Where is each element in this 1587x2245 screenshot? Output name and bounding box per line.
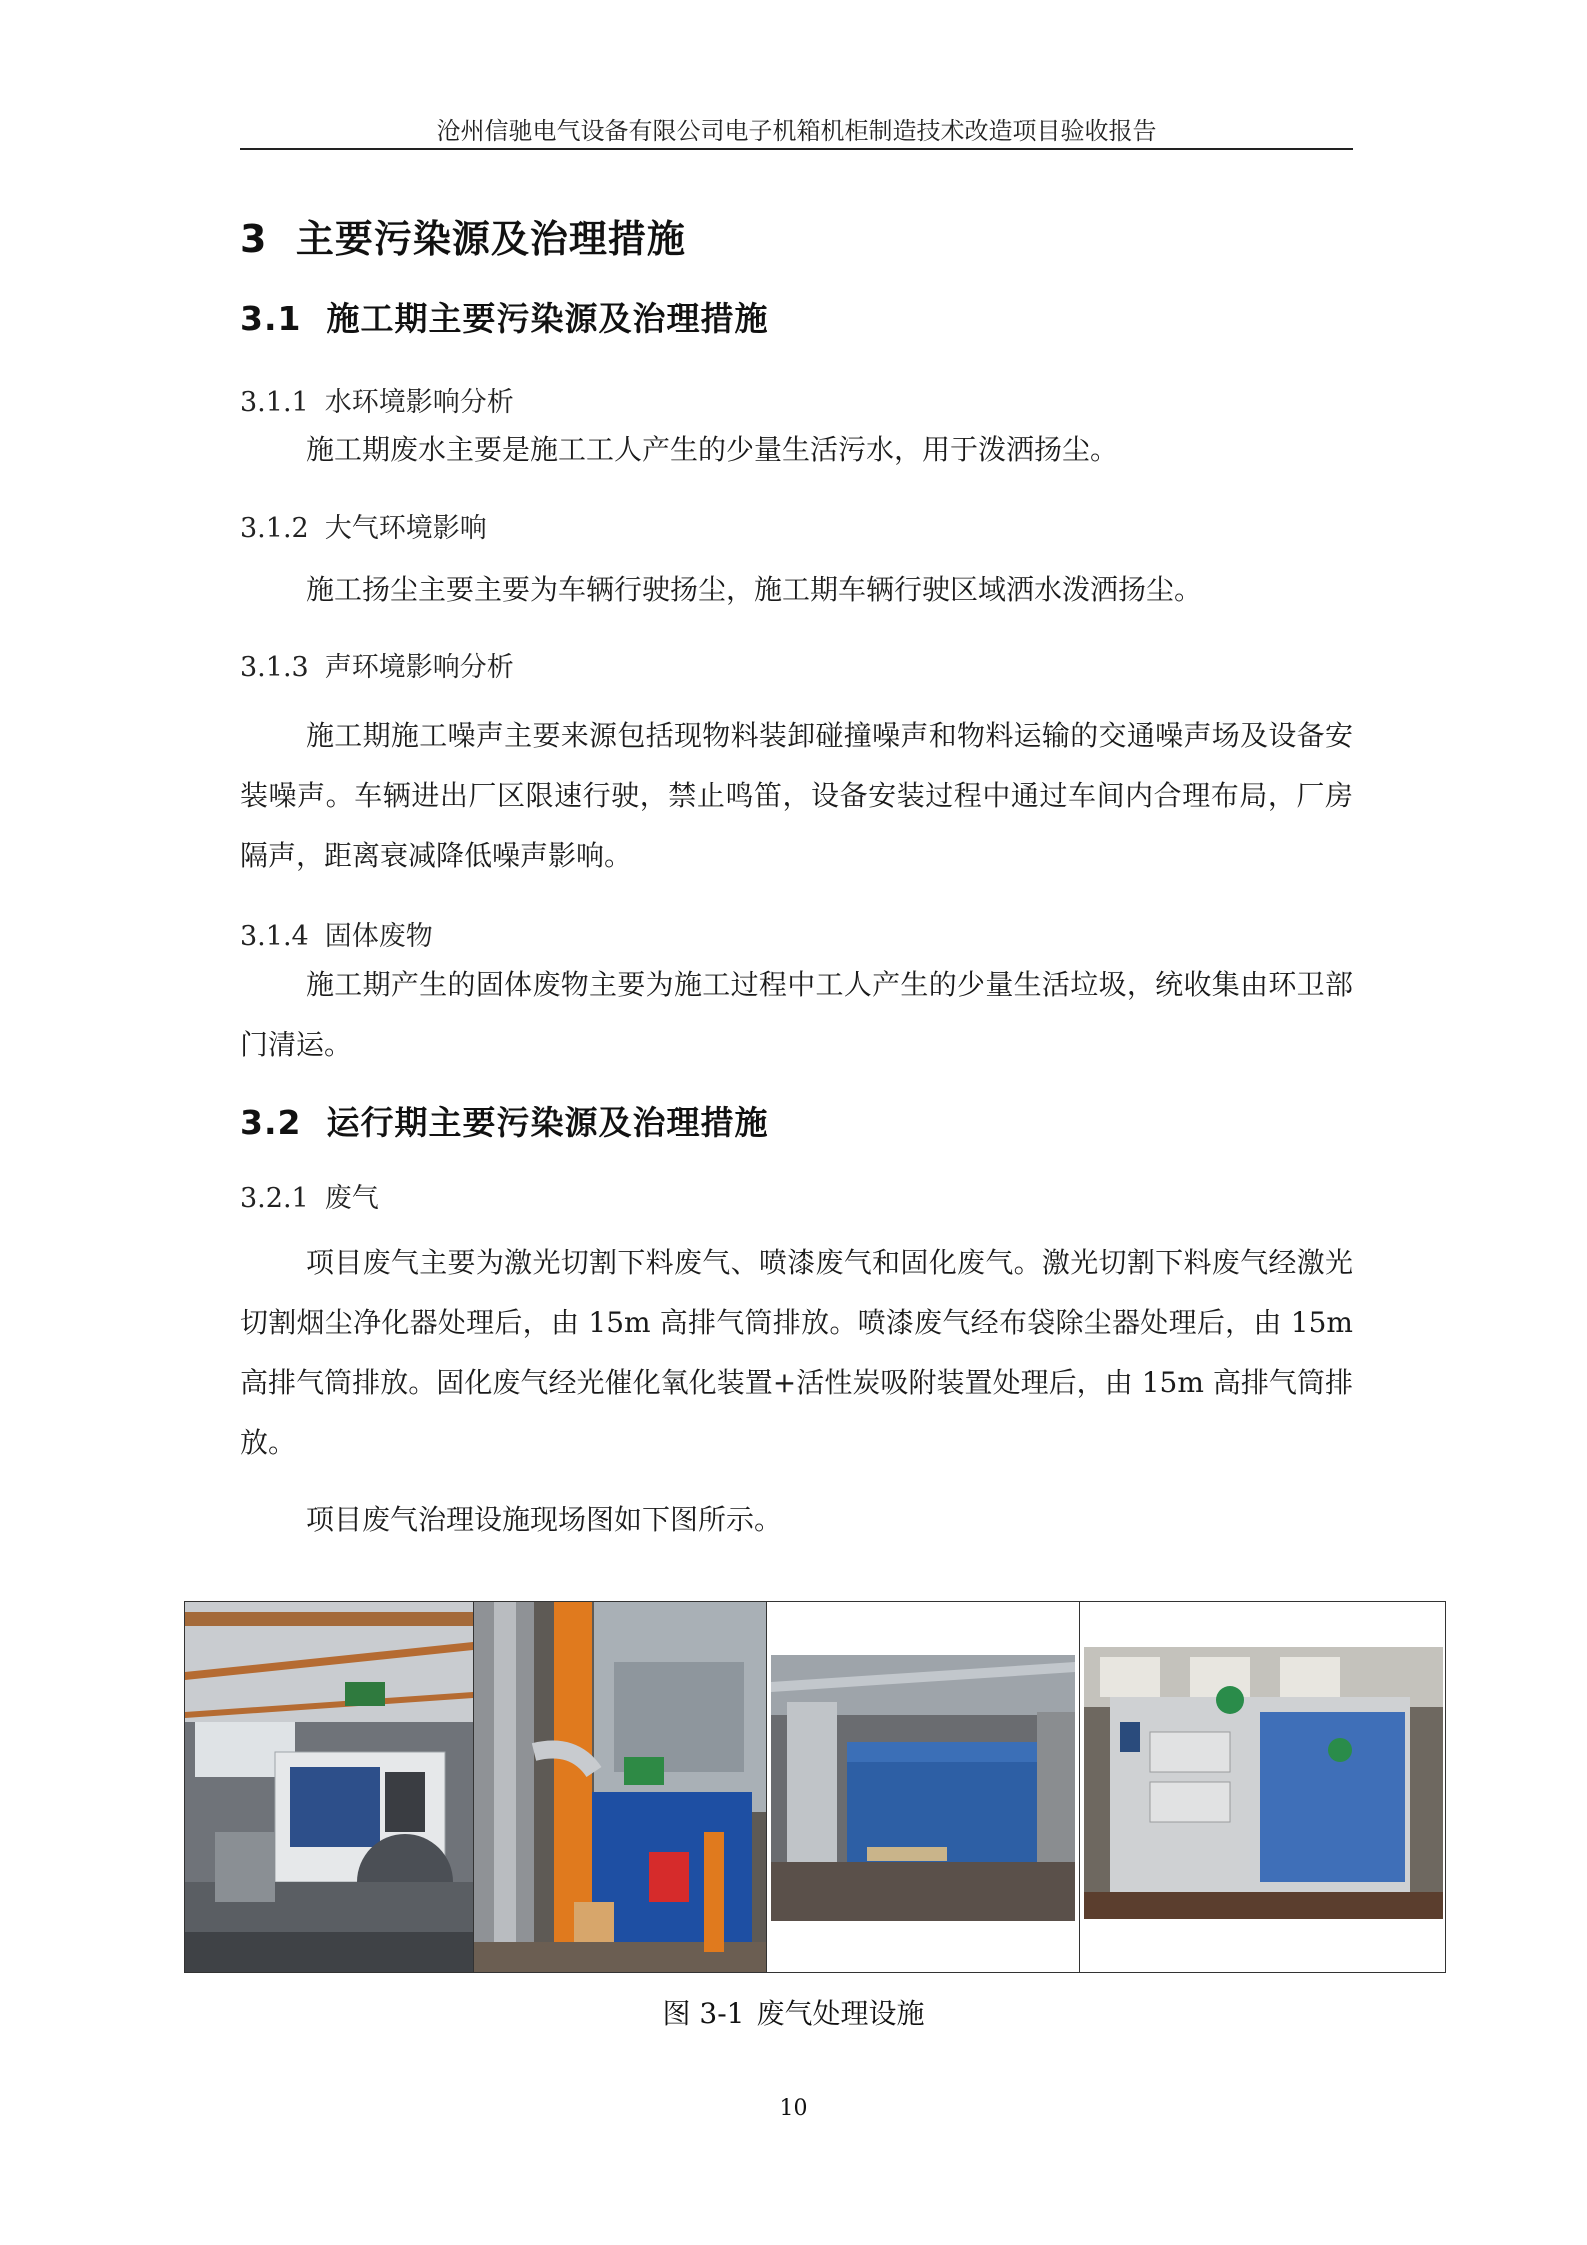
subsection-3-1-1-number: 3.1.1 bbox=[240, 387, 309, 418]
subsection-3-2-1-title: 废气 bbox=[324, 1183, 379, 1214]
subsection-3-2-1-paragraph: 项目废气主要为激光切割下料废气、喷漆废气和固化废气。激光切割下料废气经激光切割烟尘净化器处理后，由 15m 高排气筒排放。喷漆废气经布袋除尘器处理后，由 15m 高排气筒排放。固化废气经光催化氧化装置+活性炭吸附装置处理后，由 15m 高排气筒排放。 bbox=[240, 1246, 1353, 1459]
subsection-3-2-1-paragraph-2: 项目废气治理设施现场图如下图所示。 bbox=[306, 1503, 783, 1536]
subsection-3-1-2-heading bbox=[240, 506, 487, 545]
photo-photocatalytic-carbon-unit bbox=[1080, 1602, 1445, 1972]
photo-spray-booth-duct bbox=[474, 1602, 766, 1972]
subsection-3-1-3-heading bbox=[240, 645, 514, 684]
figure-number: 图 3-1 bbox=[662, 1997, 745, 2030]
subsection-3-1-3-title: 声环境影响分析 bbox=[324, 652, 514, 683]
page-header-title: 沧州信驰电气设备有限公司电子机箱机柜制造技术改造项目验收报告 bbox=[436, 117, 1157, 145]
subsection-3-2-1-number: 3.2.1 bbox=[240, 1183, 309, 1214]
subsection-3-1-3-number: 3.1.3 bbox=[240, 652, 309, 683]
section-3-2-number: 3.2 bbox=[240, 1103, 302, 1142]
section-3-1-number: 3.1 bbox=[240, 299, 302, 338]
subsection-3-1-4-title: 固体废物 bbox=[324, 921, 433, 952]
section-3-1-heading bbox=[240, 293, 768, 340]
section-3-1-title: 施工期主要污染源及治理措施 bbox=[326, 299, 769, 338]
header-rule bbox=[240, 148, 1353, 150]
chapter-title: 主要污染源及治理措施 bbox=[295, 217, 686, 261]
subsection-3-1-1-heading bbox=[240, 380, 514, 419]
page-number: 10 bbox=[779, 2096, 808, 2121]
subsection-3-1-1-paragraph: 施工期废水主要是施工工人产生的少量生活污水，用于泼洒扬尘。 bbox=[306, 433, 1119, 466]
subsection-3-1-3-paragraph: 施工期施工噪声主要来源包括现物料装卸碰撞噪声和物料运输的交通噪声场及设备安装噪声。车辆进出厂区限速行驶，禁止鸣笛，设备安装过程中通过车间内合理布局，厂房隔声，距离衰减降低噪声影响。 bbox=[240, 719, 1353, 872]
section-3-2-title: 运行期主要污染源及治理措施 bbox=[326, 1103, 769, 1142]
figure-caption-text: 废气处理设施 bbox=[756, 1997, 925, 2030]
subsection-3-1-4-paragraph: 施工期产生的固体废物主要为施工过程中工人产生的少量生活垃圾，统收集由环卫部门清运。 bbox=[240, 968, 1353, 1061]
subsection-3-1-2-paragraph: 施工扬尘主要主要为车辆行驶扬尘，施工期车辆行驶区域洒水泼洒扬尘。 bbox=[306, 573, 1203, 606]
subsection-3-1-1-title: 水环境影响分析 bbox=[324, 387, 514, 418]
figure-caption bbox=[0, 1992, 1587, 2032]
subsection-3-1-2-title: 大气环境影响 bbox=[324, 513, 487, 544]
photo-laser-cutting-purifier bbox=[185, 1602, 473, 1972]
subsection-3-2-1-heading bbox=[240, 1176, 379, 1215]
figure-exhaust-facilities bbox=[184, 1601, 1446, 1973]
subsection-3-1-2-number: 3.1.2 bbox=[240, 513, 309, 544]
photo-bag-dust-collector bbox=[767, 1602, 1079, 1972]
chapter-number: 3 bbox=[240, 217, 268, 261]
chapter-heading bbox=[240, 208, 686, 263]
subsection-3-1-4-number: 3.1.4 bbox=[240, 921, 309, 952]
section-3-2-heading bbox=[240, 1097, 768, 1144]
subsection-3-1-4-heading bbox=[240, 914, 433, 953]
